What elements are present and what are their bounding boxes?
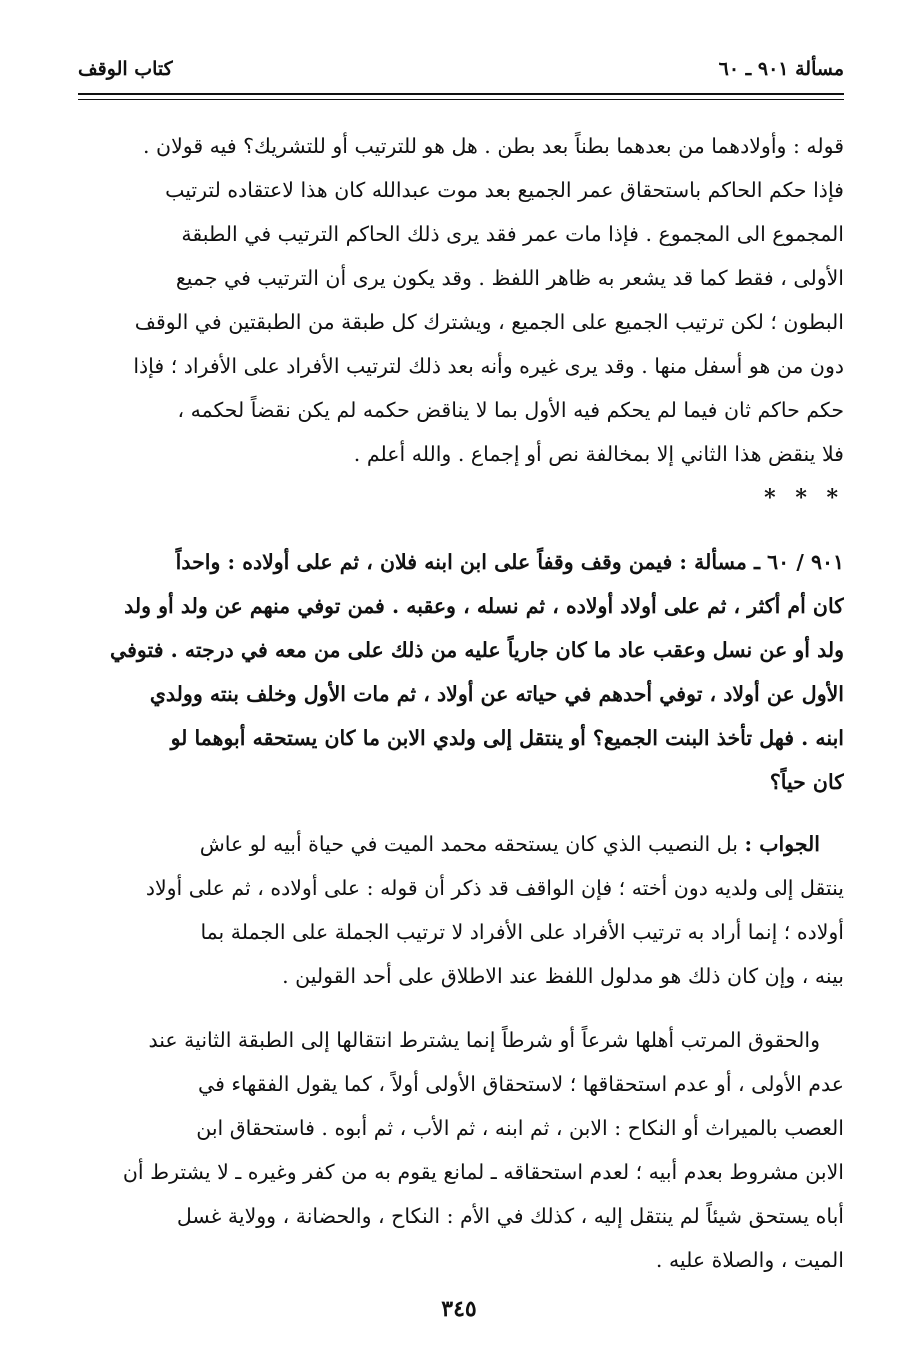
section-separator: * * * xyxy=(764,485,844,511)
answer-label: الجواب : xyxy=(744,832,820,856)
text-line: ٩٠١ / ٦٠ ـ مسألة : فيمن وقف وقفاً على ابن ابنه فلان ، ثم على أولاده : واحداً xyxy=(175,550,844,574)
text-line: أولاده ؛ إنما أراد به ترتيب الأفراد على الأفراد لا ترتيب الجملة على الجملة بما xyxy=(200,920,844,944)
book-title: كتاب الوقف xyxy=(78,58,173,80)
text-line: بينه ، وإن كان ذلك هو مدلول اللفظ عند الاطلاق على أحد القولين . xyxy=(282,964,844,988)
text-line: ابنه . فهل تأخذ البنت الجميع؟ أو ينتقل إلى ولدي الابن ما كان يستحقه أبوهما لو xyxy=(170,726,844,750)
answer-paragraph xyxy=(78,822,844,998)
text-line: أباه يستحق شيئاً لم ينتقل إليه ، كذلك في الأم : النكاح ، والحضانة ، وولاية غسل xyxy=(176,1204,844,1228)
text-line: العصب بالميراث أو النكاح : الابن ، ثم ابنه ، ثم الأب ، ثم أبوه . فاستحقاق ابن xyxy=(196,1116,844,1140)
answer-text: بل النصيب الذي كان يستحقه محمد الميت في حياة أبيه لو عاش xyxy=(199,832,738,856)
text-line: المجموع الى المجموع . فإذا مات عمر فقد يرى ذلك الحاكم الترتيب في الطبقة xyxy=(181,222,844,246)
page-body xyxy=(78,124,844,1282)
text-line: الأول عن أولاد ، توفي أحدهم في حياته عن أولاد ، ثم مات الأول وخلف بنته وولدي xyxy=(149,682,844,706)
text-line: حكم حاكم ثان فيما لم يحكم فيه الأول بما لا يناقض حكمه لم يكن نقضاً لحكمه ، xyxy=(177,398,844,422)
section-heading: مسألة ٩٠١ ـ ٦٠ xyxy=(718,58,844,80)
text-line: قوله : وأولادهما من بعدهما بطناً بعد بطن . هل هو للترتيب أو للتشريك؟ فيه قولان . xyxy=(142,134,844,158)
text-line: والحقوق المرتب أهلها شرعاً أو شرطاً إنما يشترط انتقالها إلى الطبقة الثانية عند xyxy=(148,1028,820,1052)
text-line: عدم الأولى ، أو عدم استحقاقها ؛ لاستحقاق الأولى أولاً ، كما يقول الفقهاء في xyxy=(197,1072,844,1096)
question-paragraph xyxy=(78,540,844,804)
text-line: الميت ، والصلاة عليه . xyxy=(655,1248,844,1272)
text-line: فلا ينقض هذا الثاني إلا بمخالفة نص أو إجماع . والله أعلم . xyxy=(353,442,844,466)
running-header xyxy=(78,58,844,80)
text-line: الابن مشروط بعدم أبيه ؛ لعدم استحقاقه ـ لمانع يقوم به من كفر وغيره ـ لا يشترط أن xyxy=(122,1160,844,1184)
header-rule-thick xyxy=(78,93,844,95)
text-line xyxy=(78,822,844,866)
text-line: كان حياً؟ xyxy=(769,770,844,794)
page-number: ٣٤٥ xyxy=(441,1296,477,1322)
paragraph-rights xyxy=(78,1018,844,1282)
text-line: دون من هو أسفل منها . وقد يرى غيره وأنه بعد ذلك لترتيب الأفراد على الأفراد ؛ فإذا xyxy=(133,354,844,378)
text-line: الأولى ، فقط كما قد يشعر به ظاهر اللفظ . وقد يكون يرى أن الترتيب في جميع xyxy=(175,266,844,290)
text-line: ولد أو عن نسل وعقب عاد ما كان جارياً عليه من ذلك على من معه في درجته . فتوفي xyxy=(110,638,844,662)
paragraph-commentary xyxy=(78,124,844,476)
text-line: البطون ؛ لكن ترتيب الجميع على الجميع ، ويشترك كل طبقة من الطبقتين في الوقف xyxy=(134,310,844,334)
text-line: كان أم أكثر ، ثم على أولاد أولاده ، ثم نسله ، وعقبه . فمن توفي منهم عن ولد أو ولد xyxy=(124,594,844,618)
header-rule-thin xyxy=(78,99,844,100)
text-line: ينتقل إلى ولديه دون أخته ؛ فإن الواقف قد ذكر أن قوله : على أولاده ، ثم على أولاد xyxy=(145,876,844,900)
text-line: فإذا حكم الحاكم باستحقاق عمر الجميع بعد موت عبدالله كان هذا لاعتقاده لترتيب xyxy=(165,178,844,202)
